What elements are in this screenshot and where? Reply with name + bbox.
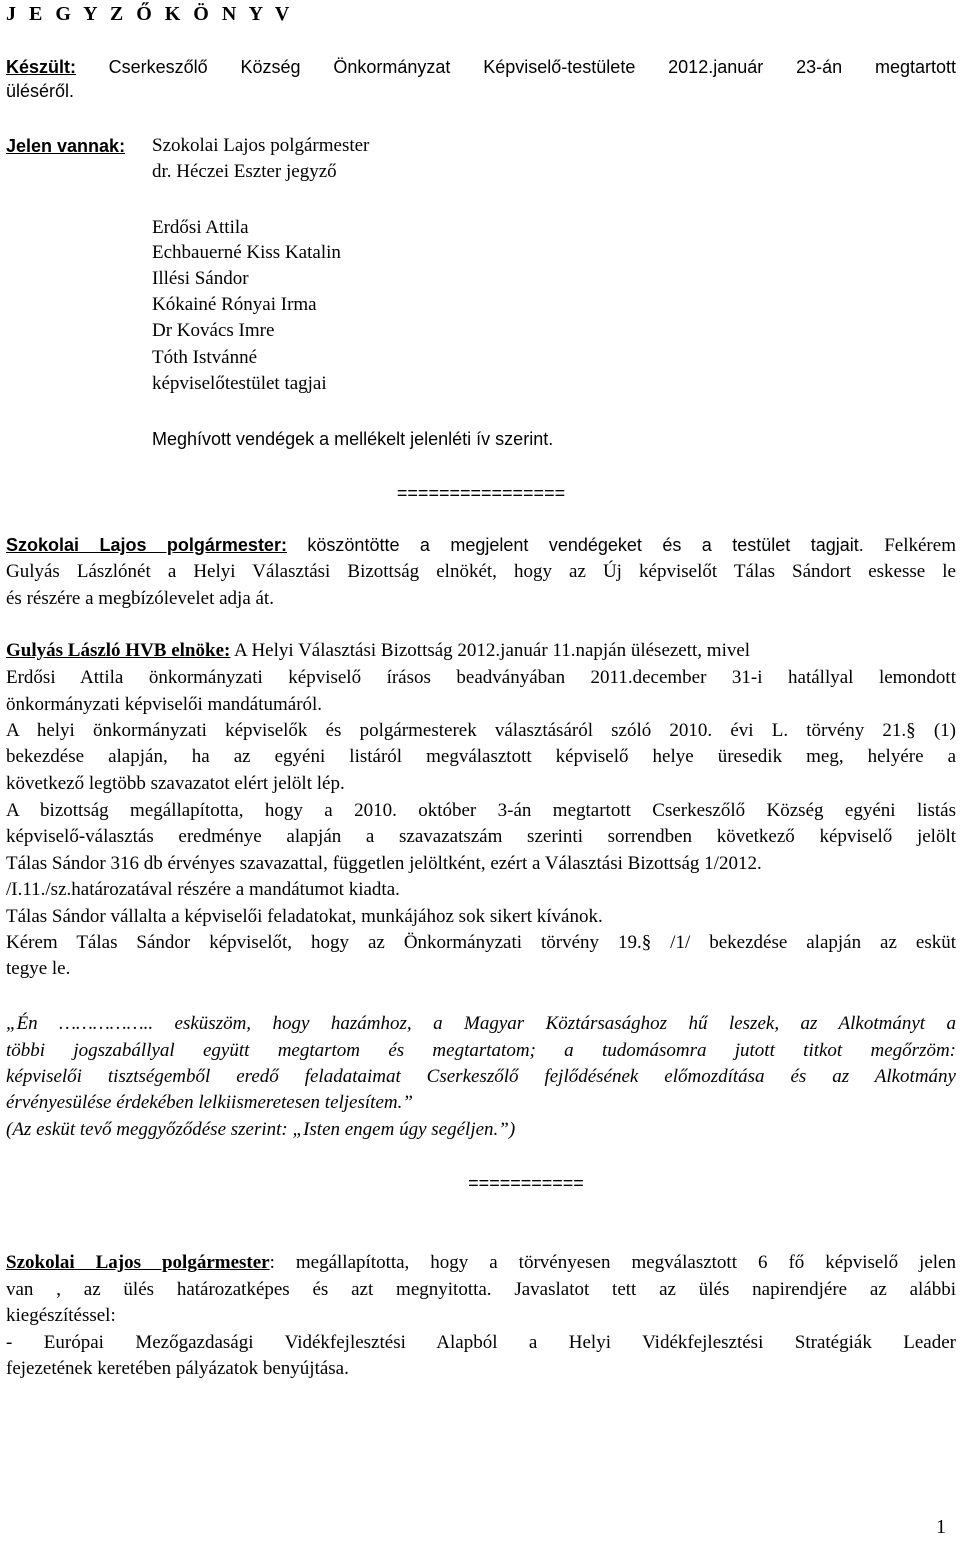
oath-line-4: érvényesülése érdekében lelkiismeretesen teljesítem.” [6, 1092, 413, 1113]
para3-line-1 [6, 1252, 956, 1274]
oath-line-5: (Az esküt tevő meggyőződése szerint: „Isten engem úgy segéljen.”) [6, 1119, 516, 1140]
oath-line-2: többi jogszabállyal együtt megtartom és megtartatom; a tudomásomra jutott titkot megőrzöm: [6, 1040, 956, 1061]
separator-1: ================ [396, 483, 566, 503]
para3-line-3: kiegészítéssel: [6, 1305, 116, 1326]
page-number: 1 [936, 1516, 946, 1538]
present-notary: dr. Héczei Eszter jegyző [152, 161, 337, 182]
para2-line-8: képviselő-választás eredménye alapján a szavazatszám szerinti sorrendben következő képviselő jelölt [6, 826, 956, 847]
para2-line-9: Tálas Sándor 316 db érvényes szavazattal, független jelöltként, ezért a Választási Bizottság 1/2012. [6, 853, 762, 874]
para2-line-11: Tálas Sándor vállalta a képviselői feladatokat, munkájához sok sikert kívánok. [6, 906, 603, 927]
para2-line-7: A bizottság megállapította, hogy a 2010. október 3-án megtartott Cserkeszőlő Község egyéni listás [6, 800, 956, 821]
para2-line-12: Kérem Tálas Sándor képviselőt, hogy az Önkormányzati törvény 19.§ /1/ bekezdése alapján az esküt [6, 932, 956, 953]
member-4: Kókainé Rónyai Irma [152, 294, 317, 315]
separator-2: =========== [468, 1173, 584, 1193]
member-3: Illési Sándor [152, 268, 249, 289]
para2-line-10: /I.11./sz.határozatával részére a mandátumot kiadta. [6, 879, 400, 900]
para1-speaker: Szokolai Lajos polgármester: [6, 535, 287, 555]
para2-text: A Helyi Választási Bizottság 2012.január 11.napján ülésezett, mivel [234, 640, 751, 661]
made-line-1 [6, 56, 956, 79]
made-label: Készült: [6, 57, 77, 77]
present-label: Jelen vannak: [6, 136, 126, 156]
para2-line-3: önkormányzati képviselői mandátumáról. [6, 694, 323, 715]
member-5: Dr Kovács Imre [152, 320, 275, 341]
para3-line-4: - Európai Mezőgazdasági Vidékfejlesztési Alapból a Helyi Vidékfejlesztési Stratégiák Leader [6, 1332, 956, 1353]
para3-text: : megállapította, hogy a törvényesen megválasztott 6 fő képviselő jelen [269, 1252, 956, 1273]
member-6: Tóth Istvánné [152, 347, 258, 368]
para2-line-1 [6, 640, 750, 662]
made-line-2: üléséről. [6, 81, 75, 101]
para2-line-4: A helyi önkormányzati képviselők és polgármesterek választásáról szóló 2010. évi L. törvény 21.§ (1) [6, 720, 956, 741]
member-7: képviselőtestület tagjai [152, 373, 327, 394]
oath-line-1: „Én …………….. esküszöm, hogy hazámhoz, a Magyar Köztársasághoz hű leszek, az Alkotmányt a [6, 1013, 956, 1034]
para3-speaker: Szokolai Lajos polgármester [6, 1252, 270, 1273]
para2-line-6: következő legtöbb szavazatot elért jelölt lép. [6, 773, 345, 794]
para2-speaker: Gulyás László HVB elnöke: [6, 640, 231, 661]
para2-line-5: bekezdése alapján, ha az egyéni listáról megválasztott képviselő helye üresedik meg, helyére a [6, 746, 956, 767]
para2-line-13: tegye le. [6, 958, 71, 979]
document-title: J E G Y Z Ő K Ö N Y V [6, 3, 294, 25]
oath-line-3: képviselői tisztségemből eredő feladataimat Cserkeszőlő fejlődésének előmozdítása és az Alkotmány [6, 1066, 956, 1087]
member-2: Echbauerné Kiss Katalin [152, 242, 341, 263]
invited-guests: Meghívott vendégek a mellékelt jelenléti ív szerint. [152, 429, 554, 449]
para3-line-5: fejezetének keretében pályázatok benyújtása. [6, 1358, 349, 1379]
made-text: Cserkeszőlő Község Önkormányzat Képviselő-testülete 2012.január 23-án megtartott [108, 57, 956, 77]
para2-line-2: Erdősi Attila önkormányzati képviselő írásos beadványában 2011.december 31-i hatállyal lemondott [6, 667, 956, 688]
para1-text: köszöntötte a megjelent vendégeket és a testület tagjait. [307, 535, 864, 555]
member-1: Erdősi Attila [152, 217, 249, 238]
document-page [6, 0, 956, 1541]
para1-line-3: és részére a megbízólevelet adja át. [6, 588, 274, 609]
present-mayor: Szokolai Lajos polgármester [152, 135, 370, 156]
para1-line-1 [6, 534, 956, 557]
para1-line-2: Gulyás Lászlónét a Helyi Választási Bizottság elnökét, hogy az Új képviselőt Tálas Sándort eskesse le [6, 561, 956, 582]
para3-line-2: van , az ülés határozatképes és azt megnyitotta. Javaslatot tett az ülés napirendjére az alábbi [6, 1279, 956, 1300]
para1-text-tail: Felkérem [884, 535, 956, 556]
